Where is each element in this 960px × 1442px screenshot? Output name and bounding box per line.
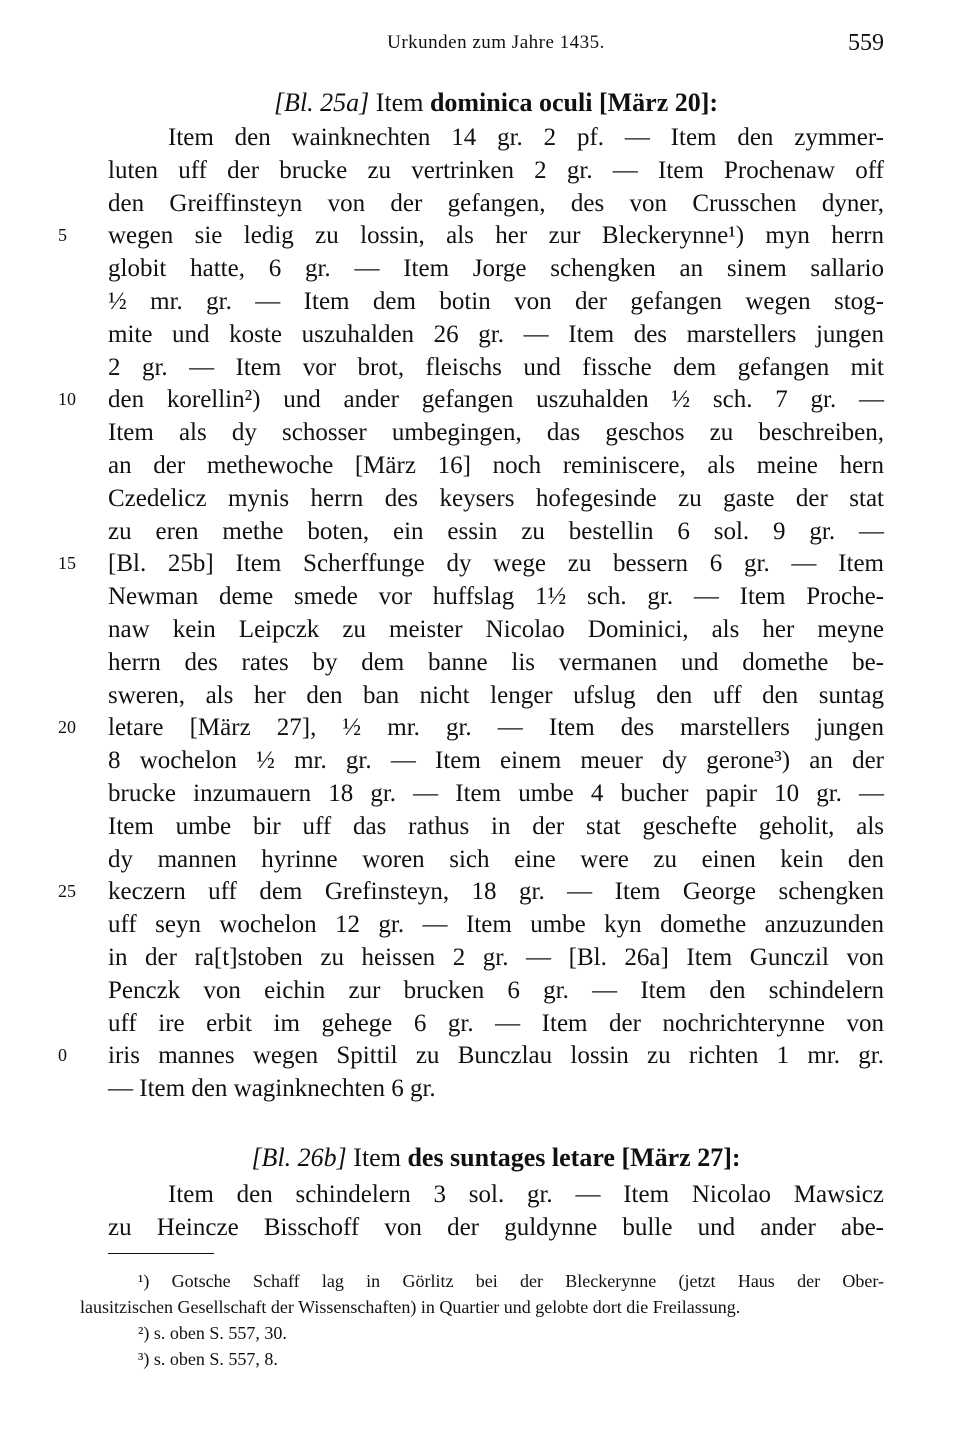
body-line: 8 wochelon ½ mr. gr. — Item einem meuer dy gerone³) an der <box>108 747 884 775</box>
footnote-1: ¹) Gotsche Schaff lag in Görlitz bei der Bleckerynne (jetzt Haus der Ober- <box>138 1271 884 1291</box>
body-line: herrn des rates by dem banne lis vermanen und domethe be- <box>108 648 884 676</box>
heading-title: des suntages letare [März 27]: <box>407 1143 741 1172</box>
body-line: zu Heincze Bisschoff von der guldynne bulle und ander abe- <box>108 1214 884 1241</box>
body-line: Item als dy schosser umbegingen, das geschos zu beschreiben, <box>108 419 884 447</box>
line-number: 10 <box>58 389 76 410</box>
line-number: 15 <box>58 553 76 574</box>
footnote-1-continued: lausitzischen Gesellschaft der Wissenschaften) in Quartier und gelobte dort die Freilassung. <box>80 1297 741 1317</box>
body-line: Item den schindelern 3 sol. gr. — Item Nicolao Mawsicz <box>168 1181 884 1208</box>
running-head <box>108 32 884 66</box>
folio-marker: [Bl. 25a] <box>273 88 370 117</box>
body-line: Item den wainknechten 14 gr. 2 pf. — Item den zymmer- <box>168 124 884 151</box>
line-number: 25 <box>58 881 76 902</box>
footnote-3: ³) s. oben S. 557, 8. <box>138 1349 278 1369</box>
running-title: Urkunden zum Jahre 1435. <box>387 32 605 53</box>
heading-prefix: Item <box>353 1143 401 1172</box>
body-line: iris mannes wegen Spittil zu Bunczlau lossin zu richten 1 mr. gr. <box>108 1042 884 1070</box>
section-heading-letare <box>108 1141 884 1175</box>
body-line: an der methewoche [März 16] noch reminiscere, als meine hern <box>108 452 884 479</box>
body-line: letare [März 27], ½ mr. gr. — Item des marstellers jungen <box>108 714 884 742</box>
line-number: 0 <box>58 1045 67 1066</box>
body-line: 2 gr. — Item vor brot, fleischs und fissche dem gefangen mit <box>108 353 884 381</box>
body-line: dy mannen hyrinne woren sich eine were zu einen kein den <box>108 845 884 873</box>
section-heading-oculi <box>108 86 884 120</box>
body-line: — Item den waginknechten 6 gr. <box>108 1075 436 1103</box>
footnote-2: ²) s. oben S. 557, 30. <box>138 1323 287 1343</box>
body-line: mite und koste uszuhalden 26 gr. — Item des marstellers jungen <box>108 320 884 348</box>
body-line: Czedelicz mynis herrn des keysers hofegesinde zu gaste der stat <box>108 484 884 512</box>
heading-title: dominica oculi [März 20]: <box>429 88 719 117</box>
body-line: luten uff der brucke zu vertrinken 2 gr. — Item Prochenaw off <box>108 156 884 184</box>
line-number: 5 <box>58 225 67 246</box>
folio-marker: [Bl. 26b] <box>251 1143 347 1172</box>
body-line: in der ra[t]stoben zu heissen 2 gr. — [Bl. 26a] Item Gunczil von <box>108 944 884 971</box>
body-line: den korellin²) und ander gefangen uszuhalden ½ sch. 7 gr. — <box>108 386 884 414</box>
body-line: ½ mr. gr. — Item dem botin von der gefangen wegen stog- <box>108 288 884 315</box>
body-line: brucke inzumauern 18 gr. — Item umbe 4 bucher papir 10 gr. — <box>108 780 884 807</box>
heading-prefix: Item <box>375 88 424 117</box>
body-line: Newman deme smede vor huffslag 1½ sch. gr. — Item Proche- <box>108 583 884 611</box>
body-line: [Bl. 25b] Item Scherffunge dy wege zu bessern 6 gr. — Item <box>108 550 884 578</box>
body-line: Penczk von eichin zur brucken 6 gr. — Item den schindelern <box>108 976 884 1004</box>
body-line: Item umbe bir uff das rathus in der stat geschefte geholit, als <box>108 812 884 840</box>
footnote-rule <box>108 1253 214 1254</box>
body-line: naw kein Leipczk zu meister Nicolao Dominici, als her meyne <box>108 616 884 643</box>
body-line: uff ire erbit im gehege 6 gr. — Item der nochrichterynne von <box>108 1009 884 1037</box>
body-line: globit hatte, 6 gr. — Item Jorge schengken an sinem sallario <box>108 255 884 283</box>
line-number: 20 <box>58 717 76 738</box>
body-line: zu eren methe boten, ein essin zu bestellin 6 sol. 9 gr. — <box>108 517 884 545</box>
body-line: wegen sie ledig zu lossin, als her zur Bleckerynne¹) myn herrn <box>108 222 884 250</box>
body-line: den Greiffinsteyn von der gefangen, des von Crusschen dyner, <box>108 189 884 217</box>
body-line: sweren, als her den ban nicht lenger ufslug den uff den suntag <box>108 681 884 709</box>
page-number: 559 <box>848 30 884 56</box>
body-line: keczern uff dem Grefinsteyn, 18 gr. — Item George schengken <box>108 878 884 906</box>
body-line: uff seyn wochelon 12 gr. — Item umbe kyn domethe anzuzunden <box>108 911 884 939</box>
